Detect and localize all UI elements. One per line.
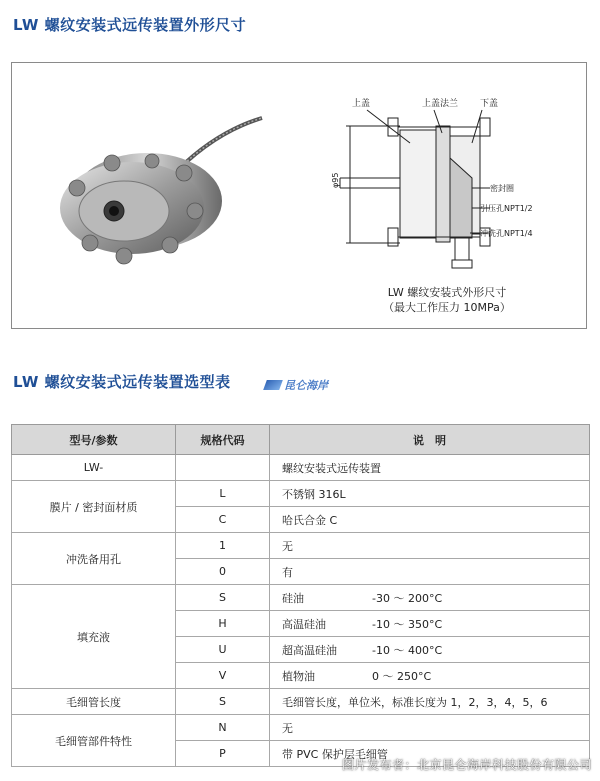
product-photo — [52, 93, 292, 273]
code-cell: U — [176, 637, 270, 663]
label-flush-port: 冲洗孔NPT1/4 — [480, 229, 533, 238]
description-cell — [270, 507, 590, 533]
param-cell: 填充液 — [12, 585, 176, 689]
code-cell: 1 — [176, 533, 270, 559]
table-row — [12, 533, 590, 559]
selection-heading: LW 螺纹安装式远传装置选型表 — [13, 373, 231, 391]
code-cell: V — [176, 663, 270, 689]
header-description: 说 明 — [270, 425, 590, 455]
code-cell: S — [176, 689, 270, 715]
label-lower-cover: 下盖 — [480, 99, 499, 109]
watermark: 图片发布者：北京昆仑海岸科技股份有限公司 — [341, 758, 592, 772]
header-param: 型号/参数 — [12, 425, 176, 455]
logo-mark-icon — [263, 380, 283, 390]
label-upper-cover: 上盖 — [352, 99, 371, 109]
label-seal-ring: 密封圈 — [490, 184, 514, 193]
description-text: 毛细管长度，单位米，标准长度为 1，2，3，4，5，6 — [282, 695, 548, 709]
table-row — [12, 481, 590, 507]
param-cell: 冲洗备用孔 — [12, 533, 176, 585]
technical-drawing — [322, 88, 533, 283]
label-pressure-port: 引压孔NPT1/2 — [480, 204, 533, 213]
code-cell: S — [176, 585, 270, 611]
temperature-range: -30 ～ 200°C — [372, 591, 443, 605]
selection-table — [11, 424, 590, 767]
temperature-range: -10 ～ 350°C — [372, 617, 443, 631]
description-text: 螺纹安装式远传装置 — [282, 461, 381, 475]
temperature-range: 0 ～ 250°C — [372, 669, 432, 683]
description-cell — [270, 533, 590, 559]
description-text: 超高温硅油 — [282, 643, 337, 657]
code-cell: 0 — [176, 559, 270, 585]
description-cell — [270, 715, 590, 741]
description-cell — [270, 637, 590, 663]
table-header-row — [12, 425, 590, 455]
drawing-caption — [362, 285, 532, 315]
code-cell: N — [176, 715, 270, 741]
description-text: 带 PVC 保护层毛细管 — [282, 747, 388, 761]
param-cell: 毛细管部件特性 — [12, 715, 176, 767]
description-text: 无 — [282, 539, 293, 553]
param-cell: 膜片 / 密封面材质 — [12, 481, 176, 533]
code-cell: C — [176, 507, 270, 533]
code-cell: L — [176, 481, 270, 507]
description-cell — [270, 481, 590, 507]
description-text: 无 — [282, 721, 293, 735]
code-cell — [176, 455, 270, 481]
table-row — [12, 585, 590, 611]
dimension-figure-box — [11, 62, 587, 329]
description-text: 高温硅油 — [282, 617, 326, 631]
caption-line-1: LW 螺纹安装式外形尺寸 — [387, 286, 507, 299]
label-upper-flange: 上盖法兰 — [422, 99, 459, 109]
label-diameter: φ95 — [331, 172, 340, 188]
description-cell — [270, 689, 590, 715]
description-cell — [270, 585, 590, 611]
description-text: 不锈钢 316L — [282, 487, 346, 501]
description-text: 哈氏合金 C — [282, 513, 338, 527]
description-text: 植物油 — [282, 669, 315, 683]
caption-line-2: （最大工作压力 10MPa） — [383, 301, 511, 314]
dimensions-heading: LW 螺纹安装式远传装置外形尺寸 — [13, 16, 247, 34]
description-text: 硅油 — [282, 591, 304, 605]
table-row — [12, 715, 590, 741]
logo-text: 昆仑海岸 — [284, 379, 328, 392]
description-cell — [270, 663, 590, 689]
table-row — [12, 689, 590, 715]
code-cell: P — [176, 741, 270, 767]
param-cell: 毛细管长度 — [12, 689, 176, 715]
table-row — [12, 455, 590, 481]
description-cell — [270, 559, 590, 585]
code-cell: H — [176, 611, 270, 637]
temperature-range: -10 ～ 400°C — [372, 643, 443, 657]
description-text: 有 — [282, 565, 293, 579]
description-cell — [270, 455, 590, 481]
header-code: 规格代码 — [176, 425, 270, 455]
brand-logo — [265, 377, 328, 393]
param-cell: LW- — [12, 455, 176, 481]
description-cell — [270, 611, 590, 637]
